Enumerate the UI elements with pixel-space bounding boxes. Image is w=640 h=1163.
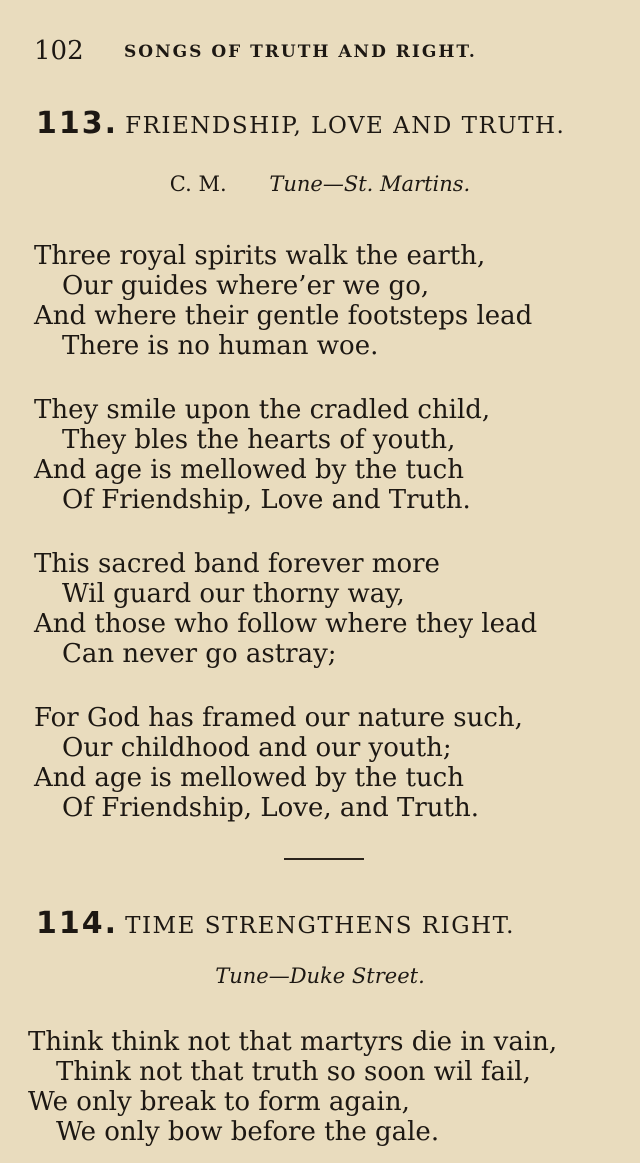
verse-line: Of Friendship, Love and Truth.	[62, 485, 471, 515]
verse-line: And age is mellowed by the tuch	[34, 763, 464, 793]
verse-line: Think not that truth so soon wil fail,	[56, 1057, 531, 1087]
verse-line: We only bow before the gale.	[56, 1117, 440, 1147]
section-divider	[284, 858, 364, 860]
verse-line: Can never go astray;	[62, 639, 337, 669]
verse-line: This sacred band forever more	[34, 549, 440, 579]
hymn-114-title: TIME STRENGTHENS RIGHT.	[125, 913, 515, 939]
hymn-114-heading	[36, 906, 515, 941]
hymn-113-meter: C. M.	[169, 172, 227, 196]
verse-line: And age is mellowed by the tuch	[34, 455, 464, 485]
hymn-113-title: FRIENDSHIP, LOVE AND TRUTH.	[125, 113, 566, 139]
verse-line: Of Friendship, Love, and Truth.	[62, 793, 479, 823]
running-title: SONGS OF TRUTH AND RIGHT.	[124, 42, 477, 62]
verse-line: And those who follow where they lead	[34, 609, 538, 639]
verse-line: We only break to form again,	[28, 1087, 410, 1117]
verse-line: They bles the hearts of youth,	[62, 425, 456, 455]
hymn-114-tune-line	[0, 964, 640, 988]
verse-line: And where their gentle footsteps lead	[34, 301, 533, 331]
hymn-113-stanza-3	[34, 549, 537, 669]
hymn-114-tune: Tune—Duke Street.	[215, 964, 425, 988]
verse-line: For God has framed our nature such,	[34, 703, 523, 733]
hymn-113-stanza-2	[34, 395, 490, 515]
verse-line: Three royal spirits walk the earth,	[34, 241, 486, 271]
hymn-113-stanza-1	[34, 241, 532, 361]
hymn-113-number: 113.	[36, 106, 119, 141]
hymn-113-tune: Tune—St. Martins.	[269, 172, 471, 196]
verse-line: Wil guard our thorny way,	[62, 579, 405, 609]
verse-line: Our childhood and our youth;	[62, 733, 452, 763]
verse-line: There is no human woe.	[62, 331, 379, 361]
verse-line: They smile upon the cradled child,	[34, 395, 491, 425]
hymn-113-heading	[36, 106, 565, 141]
hymn-114-number: 114.	[36, 906, 119, 941]
hymn-113-tune-line	[0, 172, 640, 196]
verse-line: Think think not that martyrs die in vain,	[28, 1027, 558, 1057]
page-number: 102	[34, 36, 84, 66]
hymn-113-stanza-4	[34, 703, 523, 823]
hymn-114-stanza-1	[28, 1027, 557, 1147]
verse-line: Our guides where’er we go,	[62, 271, 430, 301]
